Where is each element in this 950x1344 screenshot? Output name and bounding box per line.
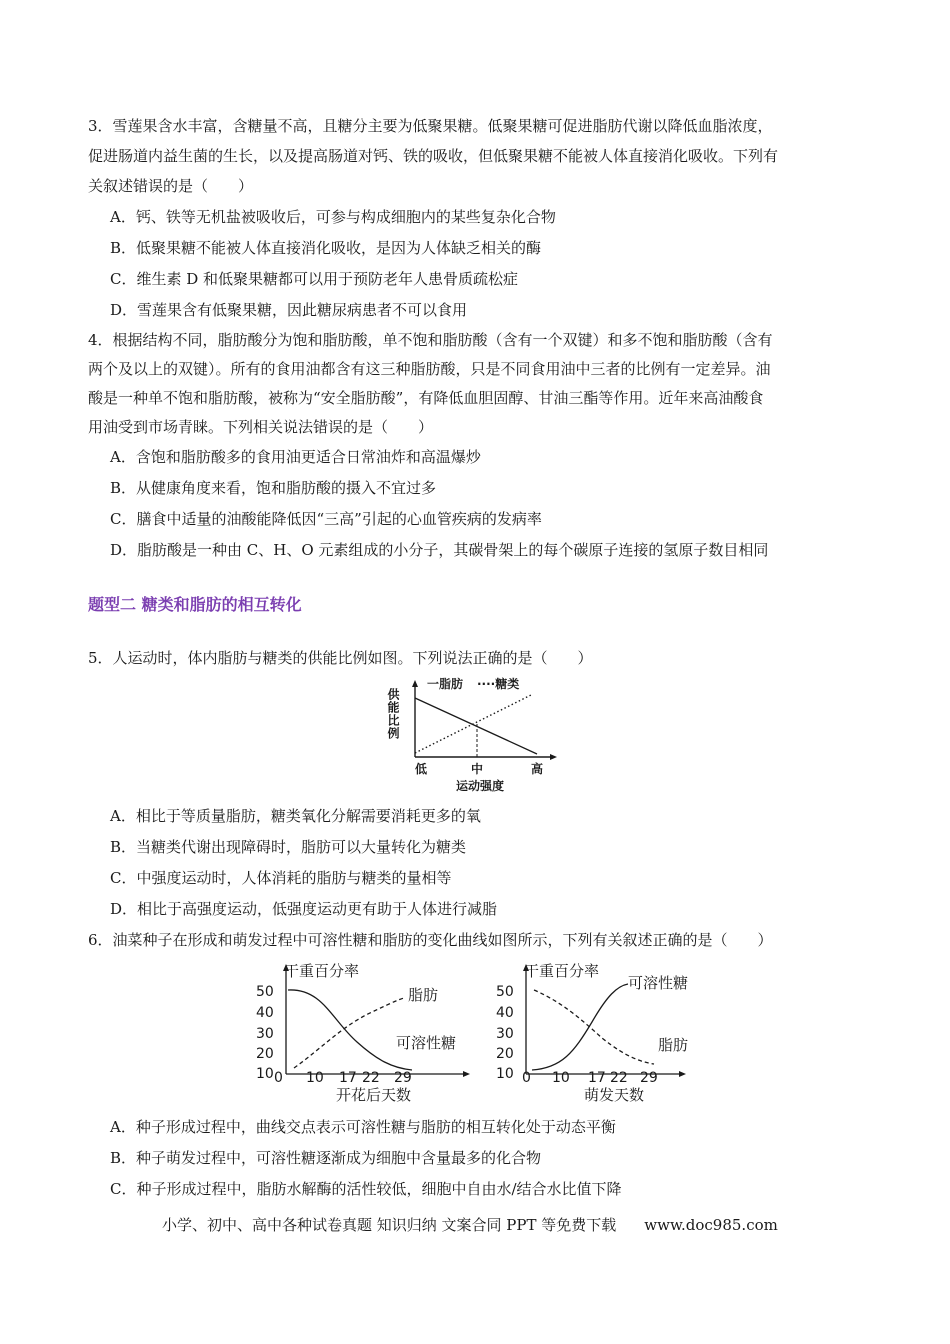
section-heading: 题型二 糖类和脂肪的相互转化 (88, 595, 302, 614)
q6-option-a: A．种子形成过程中，曲线交点表示可溶性糖与脂肪的相互转化处于动态平衡 (110, 1118, 616, 1136)
y-tick: 20 (256, 1046, 274, 1062)
q4-stem-line-3: 酸是一种单不饱和脂肪酸，被称为“安全脂肪酸”，有降低血胆固醇、甘油三酯等作用。近年来高油酸食 (88, 389, 764, 407)
q4-option-d: D．脂肪酸是一种由 C、H、O 元素组成的小分子，其碳骨架上的每个碳原子连接的氢原子数目相同 (110, 541, 769, 559)
q3-option-a: A．钙、铁等无机盐被吸收后，可参与构成细胞内的某些复杂化合物 (110, 208, 556, 226)
y-axis-label: 干重百分率 (524, 962, 600, 980)
x-tick: 10 (552, 1070, 570, 1086)
footer-site-link[interactable]: www.doc985.com (644, 1216, 778, 1234)
q3-option-d: D．雪莲果含有低聚果糖，因此糖尿病患者不可以食用 (110, 301, 468, 319)
q3-stem-line-1: 3．雪莲果含水丰富，含糖量不高，且糖分主要为低聚果糖。低聚果糖可促进脂肪代谢以降低血脂浓度， (88, 117, 773, 135)
x-axis-label: 开花后天数 (336, 1086, 412, 1104)
fat-line (415, 698, 537, 754)
q4-option-c: C．膳食中适量的油酸能降低因“三高”引起的心血管疾病的发病率 (110, 510, 542, 528)
legend-sugar: ····糖类 (477, 677, 520, 691)
q4-option-a: A．含饱和脂肪酸多的食用油更适合日常油炸和高温爆炒 (110, 448, 481, 466)
x-axis-label: 萌发天数 (584, 1086, 645, 1104)
fat-curve (294, 998, 404, 1068)
y-tick: 40 (496, 1005, 514, 1021)
x-tick: 10 (306, 1070, 324, 1086)
y-tick: 10 (496, 1066, 514, 1082)
page-footer (162, 1214, 778, 1235)
diagram-ylabel: 供能比例 (386, 688, 400, 740)
sugar-curve (532, 984, 628, 1070)
curve-label-fat: 脂肪 (658, 1036, 689, 1054)
q6-stem: 6．油菜种子在形成和萌发过程中可溶性糖和脂肪的变化曲线如图所示，下列有关叙述正确的是（ ） (88, 931, 773, 949)
y-tick: 30 (496, 1026, 514, 1042)
q3-stem-line-3: 关叙述错误的是（ ） (88, 177, 254, 195)
x-tick: 29 (640, 1070, 658, 1086)
tick-mid: 中 (471, 762, 484, 776)
x-tick: 17 (588, 1070, 606, 1086)
y-tick: 20 (496, 1046, 514, 1062)
curve-label-fat: 脂肪 (408, 986, 439, 1004)
y-tick: 30 (256, 1026, 274, 1042)
q6-option-b: B．种子萌发过程中，可溶性糖逐渐成为细胞中含量最多的化合物 (110, 1149, 542, 1167)
q6-option-c: C．种子形成过程中，脂肪水解酶的活性较低，细胞中自由水/结合水比值下降 (110, 1180, 622, 1198)
q5-option-d: D．相比于高强度运动，低强度运动更有助于人体进行减脂 (110, 900, 498, 918)
x-tick: 0 (522, 1070, 531, 1086)
q4-stem-line-4: 用油受到市场青睐。下列相关说法错误的是（ ） (88, 418, 434, 436)
footer-text: 小学、初中、高中各种试卷真题 知识归纳 文案合同 PPT 等免费下载 (162, 1216, 617, 1234)
tick-low: 低 (415, 762, 428, 776)
diagram-xlabel: 运动强度 (456, 779, 505, 793)
y-tick: 10 (256, 1066, 274, 1082)
q3-stem-line-2: 促进肠道内益生菌的生长，以及提高肠道对钙、铁的吸收，但低聚果糖不能被人体直接消化吸收。下列有 (88, 147, 779, 165)
q5-option-c: C．中强度运动时，人体消耗的脂肪与糖类的量相等 (110, 869, 452, 887)
q4-option-b: B．从健康角度来看，饱和脂肪酸的摄入不宜过多 (110, 479, 437, 497)
curve-label-sugar: 可溶性糖 (396, 1034, 457, 1052)
curve-label-sugar: 可溶性糖 (628, 974, 689, 992)
q4-stem-line-2: 两个及以上的双键）。所有的食用油都含有这三种脂肪酸，只是不同食用油中三者的比例有一定差异。油 (88, 360, 771, 378)
q5-option-a: A．相比于等质量脂肪，糖类氧化分解需要消耗更多的氧 (110, 807, 481, 825)
y-tick: 50 (496, 984, 514, 1000)
x-tick: 17 (339, 1070, 357, 1086)
y-tick: 50 (256, 984, 274, 1000)
x-tick: 22 (610, 1070, 628, 1086)
legend-fat: 一脂肪 (427, 677, 464, 691)
tick-high: 高 (531, 762, 544, 776)
seed-formation-diagram (252, 960, 478, 1110)
fat-curve (534, 990, 654, 1064)
q4-stem-line-1: 4．根据结构不同，脂肪酸分为饱和脂肪酸，单不饱和脂肪酸（含有一个双键）和多不饱和脂肪酸（含有 (88, 331, 773, 349)
q3-option-c: C．维生素 D 和低聚果糖都可以用于预防老年人患骨质疏松症 (110, 270, 519, 288)
y-axis-label: 干重百分率 (284, 962, 360, 980)
energy-ratio-diagram (385, 674, 565, 796)
q3-option-b: B．低聚果糖不能被人体直接消化吸收，是因为人体缺乏相关的酶 (110, 239, 542, 257)
y-tick: 40 (256, 1005, 274, 1021)
q5-stem: 5．人运动时，体内脂肪与糖类的供能比例如图。下列说法正确的是（ ） (88, 649, 593, 667)
x-tick: 29 (394, 1070, 412, 1086)
diagram-axes (412, 680, 557, 760)
x-tick: 0 (274, 1070, 283, 1086)
q5-option-b: B．当糖类代谢出现障碍时，脂肪可以大量转化为糖类 (110, 838, 467, 856)
seed-germination-diagram (492, 960, 718, 1110)
x-tick: 22 (362, 1070, 380, 1086)
